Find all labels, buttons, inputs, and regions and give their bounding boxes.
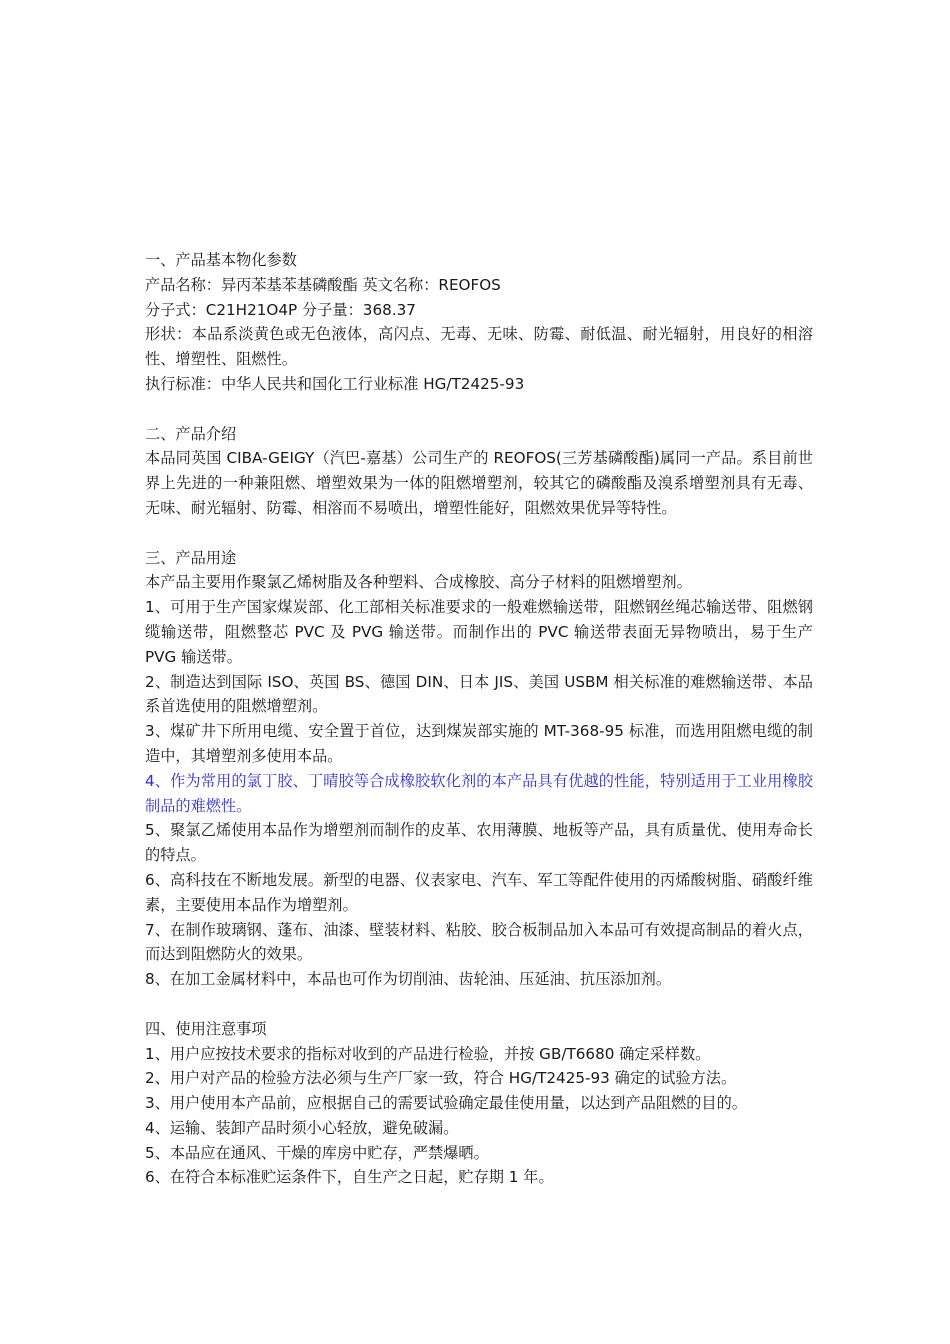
section-heading-properties: 一、产品基本物化参数	[145, 251, 297, 269]
section-heading-notes: 四、使用注意事项	[145, 1019, 267, 1038]
spacer	[145, 397, 813, 422]
spacer	[145, 521, 813, 546]
notes-item: 4、运输、装卸产品时须小心轻放，避免破漏。	[145, 1118, 459, 1137]
notes-item: 5、本品应在通风、干燥的库房中贮存，严禁爆晒。	[145, 1143, 489, 1162]
uses-item: 2、制造达到国际 ISO、英国 BS、德国 DIN、日本 JIS、美国 USBM 相关标准的难燃输送带、本品系首选使用的阻燃增塑剂。	[145, 672, 813, 716]
shape-line: 形状：本品系淡黄色或无色液体，高闪点、无毒、无味、防霉、耐低温、耐光辐射，用良好的相溶性、增塑性、阻燃性。	[145, 325, 813, 369]
uses-item-highlighted: 4、作为常用的氯丁胶、丁晴胶等合成橡胶软化剂的本产品具有优越的性能，特别适用于工业用橡胶制品的难燃性。	[145, 771, 813, 815]
section-heading-intro: 二、产品介绍	[145, 424, 237, 443]
spacer	[145, 992, 813, 1017]
notes-item: 2、用户对产品的检验方法必须与生产厂家一致，符合 HG/T2425-93 确定的试验方法。	[145, 1069, 737, 1088]
section-heading-uses: 三、产品用途	[145, 548, 237, 567]
uses-item: 1、可用于生产国家煤炭部、化工部相关标准要求的一般难燃输送带，阻燃钢丝绳芯输送带、阻燃钢缆输送带，阻燃整芯 PVC 及 PVG 输送带。而制作出的 PVC 输送带表面无异物喷出，易于生产 PVG 输送带。	[145, 598, 813, 666]
product-name-line: 产品名称：异丙苯基苯基磷酸酯 英文名称：REOFOS	[145, 275, 501, 294]
uses-item: 7、在制作玻璃钢、蓬布、油漆、壁装材料、粘胶、胶合板制品加入本品可有效提高制品的着火点，而达到阻燃防火的效果。	[145, 920, 813, 964]
formula-line: 分子式：C21H21O4P 分子量：368.37	[145, 300, 416, 319]
intro-paragraph: 本品同英国 CIBA-GEIGY（汽巴-嘉基）公司生产的 REOFOS(三芳基磷酸酯)属同一产品。系目前世界上先进的一种兼阻燃、增塑效果为一体的阻燃增塑剂，较其它的磷酸酯及溴系增塑剂具有无毒、无味、耐光辐射、防霉、相溶而不易喷出，增塑性能好，阻燃效果优异等特性。	[145, 449, 813, 517]
uses-item: 3、煤矿井下所用电缆、安全置于首位，达到煤炭部实施的 MT-368-95 标准，而选用阻燃电缆的制造中，其增塑剂多使用本品。	[145, 722, 813, 765]
uses-item: 5、聚氯乙烯使用本品作为增塑剂而制作的皮革、农用薄膜、地板等产品，具有质量优、使用寿命长的特点。	[145, 821, 813, 865]
uses-intro: 本产品主要用作聚氯乙烯树脂及各种塑料、合成橡胶、高分子材料的阻燃增塑剂。	[145, 573, 692, 592]
uses-item: 8、在加工金属材料中，本品也可作为切削油、齿轮油、压延油、抗压添加剂。	[145, 970, 672, 989]
notes-item: 3、用户使用本产品前，应根据自己的需要试验确定最佳使用量，以达到产品阻燃的目的。	[145, 1094, 747, 1113]
uses-item: 6、高科技在不断地发展。新型的电器、仪表家电、汽车、军工等配件使用的丙烯酸树脂、硝酸纤维素，主要使用本品作为增塑剂。	[145, 870, 813, 914]
notes-item: 1、用户应按技术要求的指标对收到的产品进行检验，并按 GB/T6680 确定采样数。	[145, 1044, 711, 1063]
standard-line: 执行标准：中华人民共和国化工行业标准 HG/T2425-93	[145, 374, 525, 393]
document-body	[145, 248, 813, 1190]
notes-item: 6、在符合本标准贮运条件下，自生产之日起，贮存期 1 年。	[145, 1168, 554, 1187]
